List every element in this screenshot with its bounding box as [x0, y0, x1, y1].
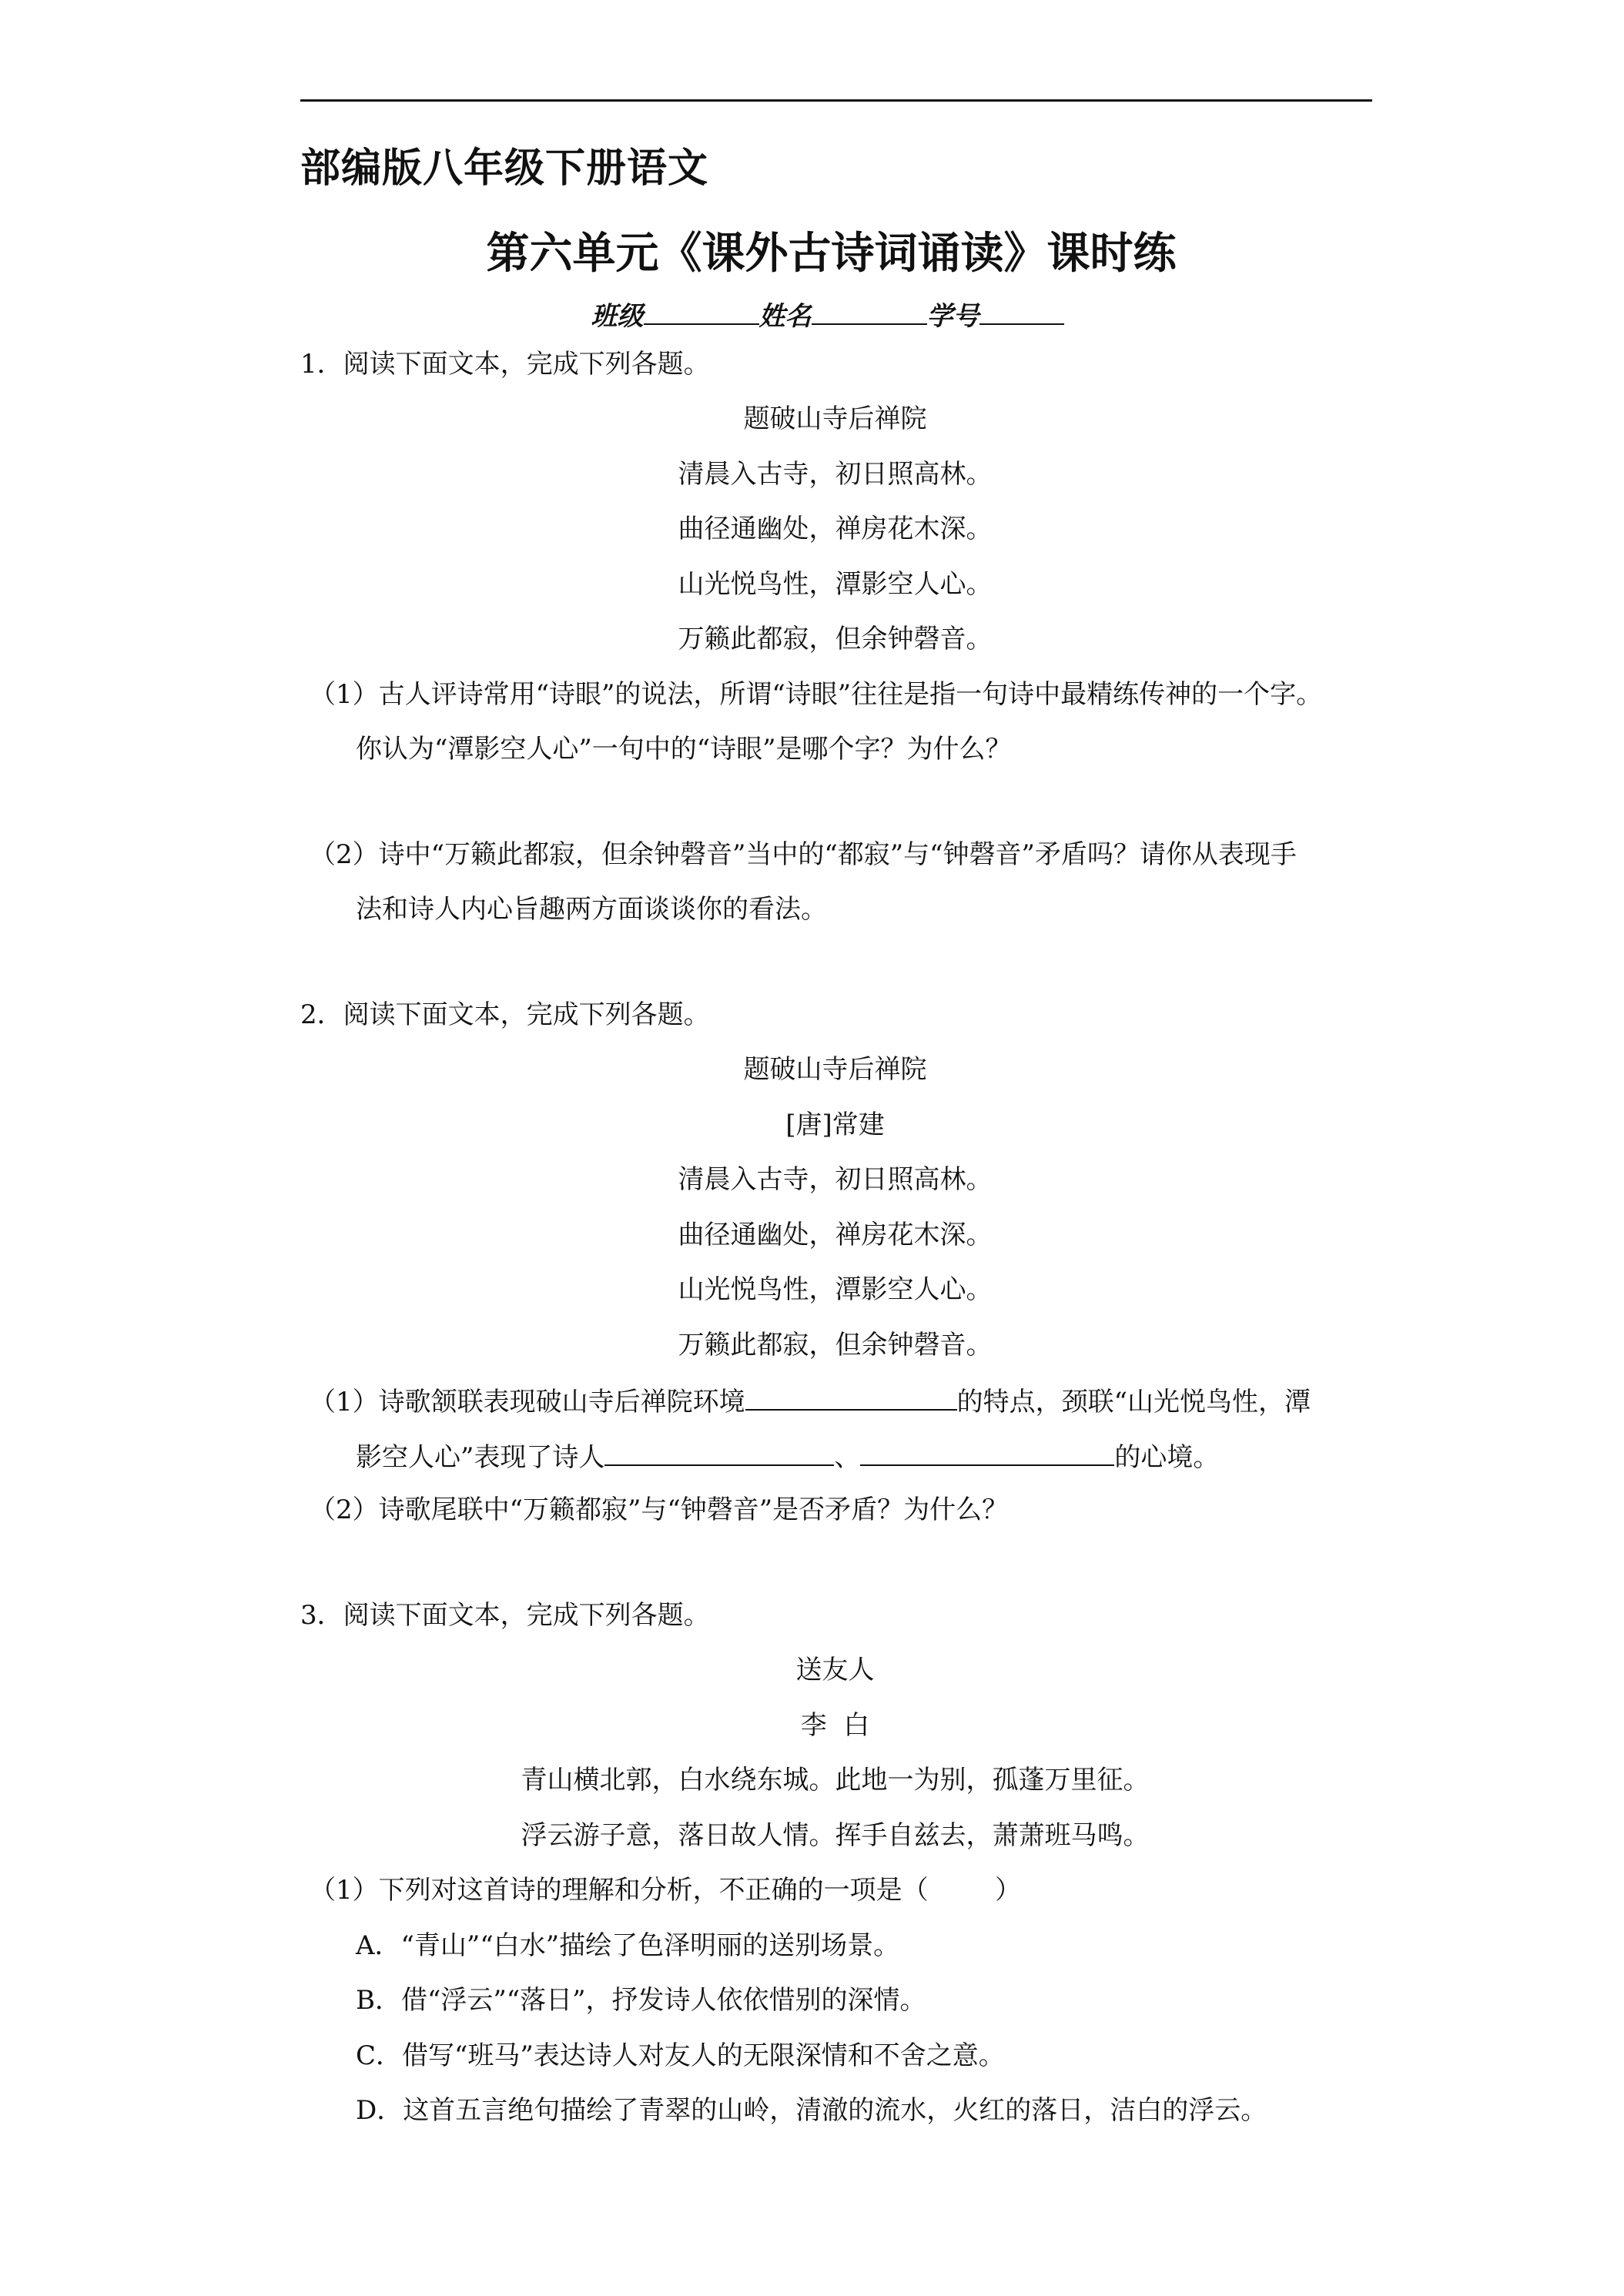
q1-intro: 1．阅读下面文本，完成下列各题。 — [300, 349, 710, 380]
q3-poem-line: 浮云游子意，落日故人情。挥手自兹去，萧萧班马鸣。 — [521, 1820, 1150, 1851]
class-blank[interactable] — [644, 300, 759, 325]
document-subtitle: 第六单元《课外古诗词诵读》课时练 — [486, 229, 1177, 279]
q3-sub1-text: （1）下列对这首诗的理解和分析，不正确的一项是（ ） — [310, 1875, 1022, 1906]
q2-poem-author: [唐]常建 — [785, 1110, 885, 1140]
q2-sub2-text: （2）诗歌尾联中“万籁都寂”与“钟磬音”是否矛盾？为什么？ — [310, 1494, 1009, 1525]
q1-poem-line: 山光悦鸟性，潭影空人心。 — [678, 569, 993, 600]
q1-sub2-text-cont: 法和诗人内心旨趣两方面谈谈你的看法。 — [356, 894, 827, 925]
q2-fill-blank-3[interactable] — [860, 1440, 1114, 1466]
q2-poem-line: 曲径通幽处，禅房花木深。 — [678, 1220, 993, 1250]
number-blank[interactable] — [979, 300, 1064, 325]
q2-sub1-text-cont: 影空人心”表现了诗人 、 的心境。 — [356, 1440, 1219, 1473]
q1-sub1-text: （1）古人评诗常用“诗眼”的说法，所谓“诗眼”往往是指一句诗中最精练传神的一个字。 — [310, 679, 1323, 710]
header-rule — [300, 99, 1372, 102]
q3-poem-author: 李 白 — [800, 1710, 870, 1741]
name-label: 姓名 — [758, 301, 812, 332]
q1-sub2-text: （2）诗中“万籁此都寂，但余钟磬音”当中的“都寂”与“钟磬音”矛盾吗？请你从表现手 — [310, 839, 1297, 870]
q1-poem-line: 清晨入古寺，初日照高林。 — [678, 459, 993, 490]
q3-poem-title: 送友人 — [795, 1655, 875, 1685]
q1-poem-line: 万籁此都寂，但余钟磬音。 — [678, 624, 993, 654]
q3-option-c[interactable]: C．借写“班马”表达诗人对友人的无限深情和不舍之意。 — [356, 2040, 1005, 2071]
q1-poem-title: 题破山寺后禅院 — [743, 403, 927, 434]
q2-poem-title: 题破山寺后禅院 — [743, 1054, 927, 1085]
q2-sub1-text: （1）诗歌颔联表现破山寺后禅院环境 的特点，颈联“山光悦鸟性，潭 — [310, 1384, 1311, 1417]
q2-fill-blank-1[interactable] — [745, 1384, 957, 1411]
q3-option-d[interactable]: D．这首五言绝句描绘了青翠的山岭，清澈的流水，火红的落日，洁白的浮云。 — [356, 2095, 1267, 2126]
document-title: 部编版八年级下册语文 — [300, 146, 709, 192]
q3-intro: 3．阅读下面文本，完成下列各题。 — [300, 1600, 710, 1631]
q1-sub1-text-cont: 你认为“潭影空人心”一句中的“诗眼”是哪个字？为什么？ — [356, 734, 1012, 765]
q3-option-b[interactable]: B．借“浮云”“落日”，抒发诗人依依惜别的深情。 — [356, 1985, 926, 2016]
student-info-line — [0, 295, 1624, 333]
class-label: 班级 — [591, 301, 644, 332]
number-label: 学号 — [926, 301, 979, 332]
q3-option-a[interactable]: A．“青山”“白水”描绘了色泽明丽的送别场景。 — [356, 1930, 900, 1961]
q1-poem-line: 曲径通幽处，禅房花木深。 — [678, 514, 993, 544]
q2-poem-line: 清晨入古寺，初日照高林。 — [678, 1164, 993, 1195]
name-blank[interactable] — [812, 300, 927, 325]
q2-intro: 2．阅读下面文本，完成下列各题。 — [300, 999, 710, 1030]
q2-poem-line: 万籁此都寂，但余钟磬音。 — [678, 1330, 993, 1361]
q3-poem-line: 青山横北郭，白水绕东城。此地一为别，孤蓬万里征。 — [521, 1765, 1150, 1796]
q2-poem-line: 山光悦鸟性，潭影空人心。 — [678, 1274, 993, 1305]
q2-fill-blank-2[interactable] — [604, 1440, 834, 1466]
